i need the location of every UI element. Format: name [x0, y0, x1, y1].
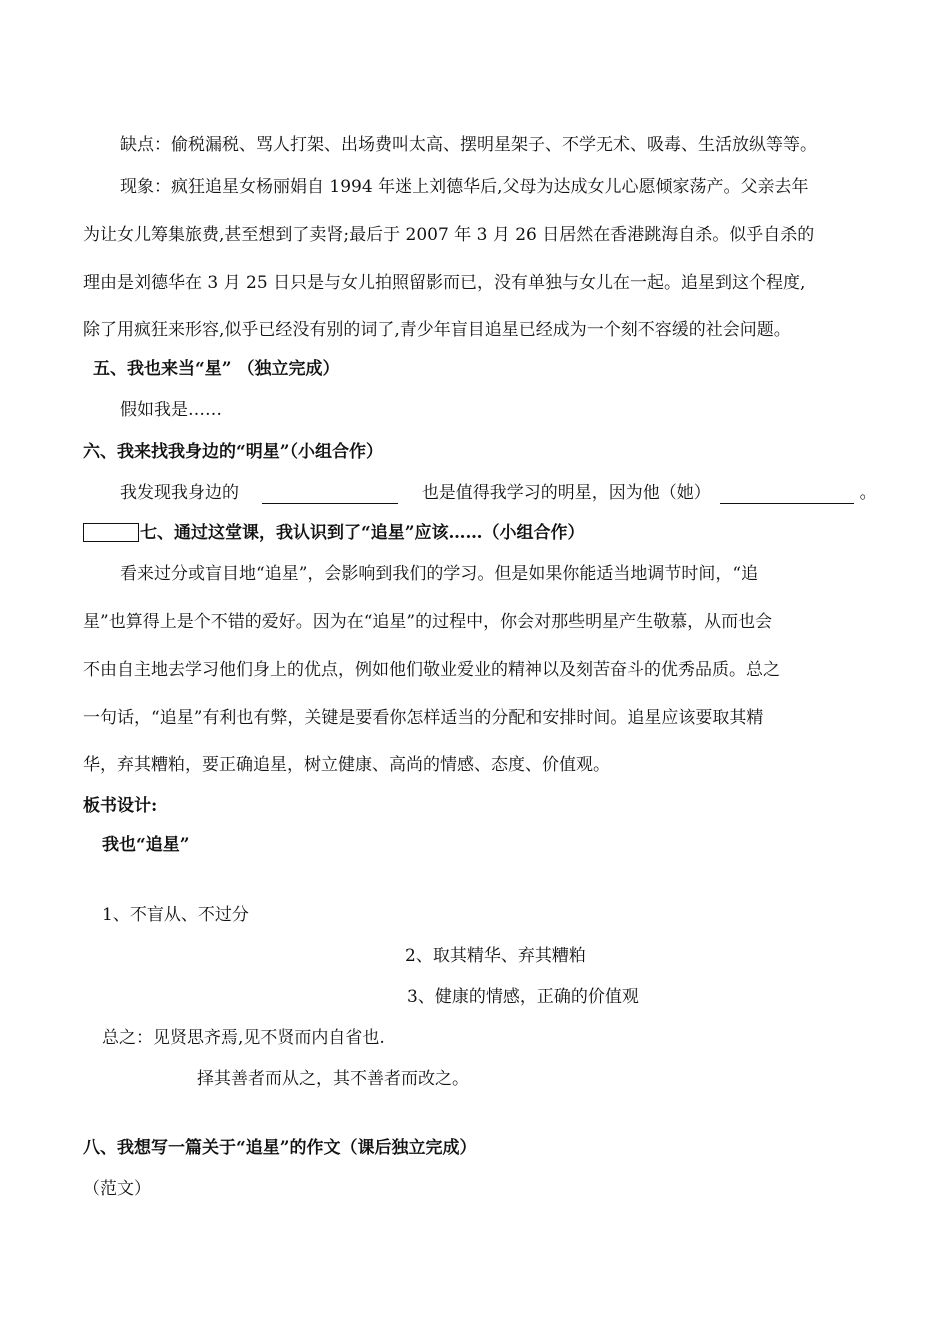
board-point-3: 3、健康的情感，正确的价值观 [407, 987, 639, 1007]
board-summary-2: 择其善者而从之，其不善者而改之。 [197, 1069, 469, 1089]
section7-line-4: 一句话，“追星”有利也有弊，关键是要看你怎样适当的分配和安排时间。追星应该要取其精 [83, 708, 764, 728]
phenomenon-line-3: 理由是刘德华在 3 月 25 日只是与女儿拍照留影而已，没有单独与女儿在一起。追星到这个程度, [83, 273, 806, 293]
section7-line-2: 星”也算得上是个不错的爱好。因为在“追星”的过程中，你会对那些明星产生敬慕，从而也会 [83, 612, 773, 632]
board-title: 我也“追星” [102, 835, 190, 855]
section6-part1: 我发现我身边的 [120, 483, 239, 503]
section8-heading: 八、我想写一篇关于“追星”的作文（课后独立完成） [83, 1138, 477, 1158]
phenomenon-line-2: 为让女儿筹集旅费,甚至想到了卖肾;最后于 2007 年 3 月 26 日居然在香港跳海自杀。似乎自杀的 [83, 225, 815, 245]
section5-heading: 五、我也来当“星” （独立完成） [93, 359, 340, 379]
defects-line: 缺点：偷税漏税、骂人打架、出场费叫太高、摆明星架子、不学无术、吸毒、生活放纵等等。 [120, 135, 817, 155]
section6-heading: 六、我来找我身边的“明星”（小组合作） [83, 442, 384, 462]
blank-field-2[interactable] [720, 485, 854, 504]
board-point-2: 2、取其精华、弃其糟粕 [405, 946, 586, 966]
section8-note: （范文） [83, 1179, 151, 1199]
section6-sentence [120, 482, 877, 504]
section7-line-3: 不由自主地去学习他们身上的优点，例如他们敬业爱业的精神以及刻苦奋斗的优秀品质。总之 [83, 660, 780, 680]
blank-field-1[interactable] [262, 485, 398, 504]
section7-heading: 七、通过这堂课，我认识到了“追星”应该……（小组合作） [140, 523, 585, 543]
empty-box [83, 523, 139, 542]
phenomenon-line-4: 除了用疯狂来形容,似乎已经没有别的词了,青少年盲目追星已经成为一个刻不容缓的社会问题。 [83, 320, 791, 340]
board-point-1: 1、不盲从、不过分 [102, 905, 249, 925]
section6-part2: 也是值得我学习的明星，因为他（她） [421, 483, 711, 503]
section7-line-5: 华，弃其糟粕，要正确追星，树立健康、高尚的情感、态度、价值观。 [83, 755, 610, 775]
phenomenon-line-1: 现象：疯狂追星女杨丽娟自 1994 年迷上刘德华后,父母为达成女儿心愿倾家荡产。父亲去年 [120, 177, 809, 197]
section6-part3: 。 [859, 483, 877, 503]
board-heading: 板书设计: [83, 796, 158, 816]
section5-text: 假如我是…… [120, 400, 222, 420]
board-summary-1: 总之：见贤思齐焉,见不贤而内自省也. [102, 1028, 385, 1048]
section7-line-1: 看来过分或盲目地“追星”，会影响到我们的学习。但是如果你能适当地调节时间，“追 [120, 564, 759, 584]
